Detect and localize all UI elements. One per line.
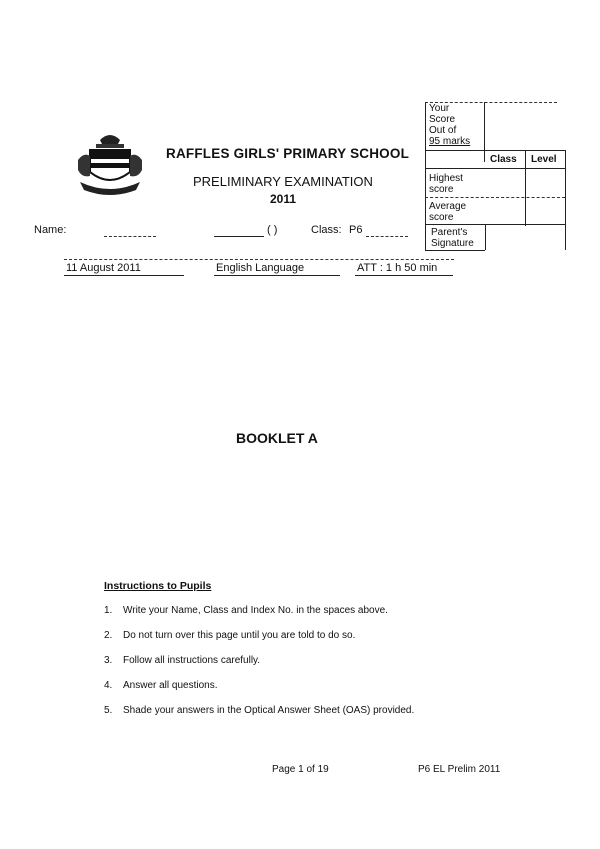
instruction-item: 1. Write your Name, Class and Index No. in the spaces above. xyxy=(104,605,388,616)
name-line xyxy=(214,236,264,237)
subject-underline xyxy=(214,275,340,276)
document-code: P6 EL Prelim 2011 xyxy=(418,764,501,775)
level-col-header: Level xyxy=(531,154,557,165)
page-number: Page 1 of 19 xyxy=(272,764,329,775)
school-name: RAFFLES GIRLS' PRIMARY SCHOOL xyxy=(166,146,410,161)
date-underline xyxy=(64,275,184,276)
instructions-title: Instructions to Pupils xyxy=(104,580,212,592)
highest-score-label: Highest score xyxy=(429,173,463,195)
exam-time: ATT : 1 h 50 min xyxy=(357,262,438,274)
parent-box-right xyxy=(485,224,486,250)
subject: English Language xyxy=(216,262,305,274)
class-blank xyxy=(366,236,408,237)
exam-year: 2011 xyxy=(270,192,297,206)
booklet-title: BOOKLET A xyxy=(236,430,318,446)
class-label: Class: xyxy=(311,224,342,236)
average-row-line xyxy=(425,224,565,225)
name-label: Name: xyxy=(34,224,67,236)
parent-signature-label: Parent's Signature xyxy=(431,227,474,249)
school-crest-icon xyxy=(70,130,150,200)
info-row-top xyxy=(64,259,454,260)
instruction-item: 2. Do not turn over this page until you are told to do so. xyxy=(104,630,356,641)
your-score-label: Your Score Out of 95 marks xyxy=(429,103,471,147)
highest-row-line xyxy=(425,197,565,198)
instruction-item: 5. Shade your answers in the Optical Answer Sheet (OAS) provided. xyxy=(104,705,415,716)
class-value: P6 xyxy=(349,224,363,236)
class-level-divider xyxy=(525,150,526,226)
name-blank xyxy=(104,236,156,237)
average-score-label: Average score xyxy=(429,201,467,223)
instruction-item: 3. Follow all instructions carefully. xyxy=(104,655,261,666)
score-row-line xyxy=(425,150,565,151)
score-box-left xyxy=(425,102,426,250)
score-box-divider xyxy=(484,102,485,162)
instruction-item: 4. Answer all questions. xyxy=(104,680,218,691)
score-box-bottom xyxy=(425,250,485,251)
class-col-header: Class xyxy=(490,154,517,165)
header-row-line xyxy=(425,168,565,169)
time-underline xyxy=(355,275,453,276)
index-brackets: ( ) xyxy=(267,224,278,236)
exam-date: 11 August 2011 xyxy=(66,262,141,274)
score-box-right xyxy=(565,150,566,250)
exam-title: PRELIMINARY EXAMINATION xyxy=(193,174,373,189)
